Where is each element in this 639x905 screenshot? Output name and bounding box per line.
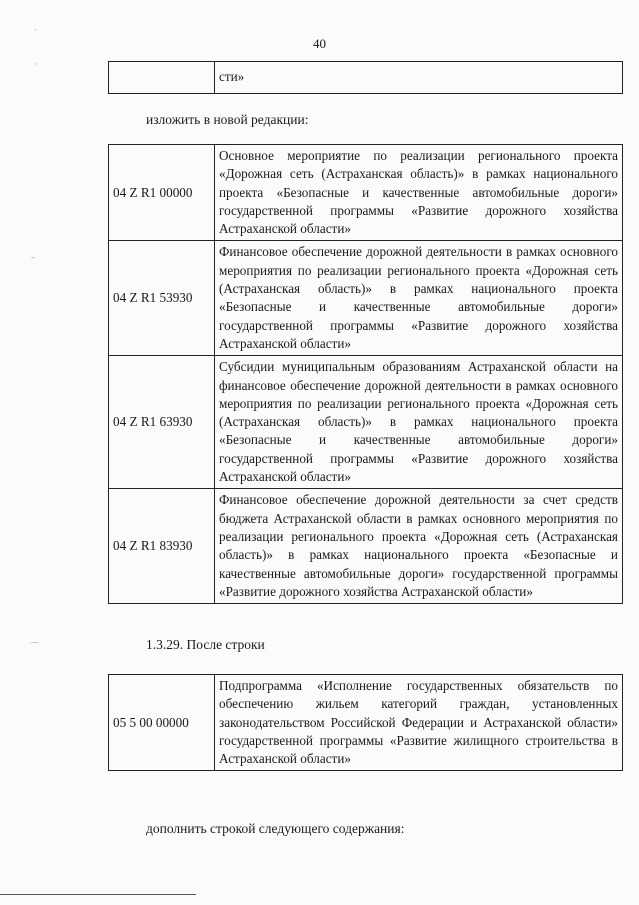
new-edition-table [108,144,623,604]
code-cell [109,62,215,94]
scan-margin-mark: ⌒ [30,643,40,653]
instruction-text-append: дополнить строкой следующего содержания: [146,821,405,836]
code-cell: 05 5 00 00000 [109,675,215,771]
after-row-table [108,674,623,771]
code-cell: 04 Z R1 83930 [109,489,215,604]
description-cell: Субсидии муниципальным образованиям Астраханской области на финансовое обеспечение дорожной деятельности в рамках основного мероприятия по реализации регионального проекта «Дорожная сеть (Астраханская область)» в рамках национального проекта «Безопасные и качественные автомобильные дороги» государственной программы «Развитие дорожного хозяйства Астраханской области» [215,356,623,489]
footer-rule [0,894,196,895]
instruction-text-replace: изложить в новой редакции: [146,112,309,127]
scan-margin-mark: – [31,253,36,263]
code-cell: 04 Z R1 00000 [109,145,215,241]
table-row [109,145,623,241]
table-row [109,675,623,771]
description-cell: сти» [215,62,623,94]
table-row [109,241,623,356]
instruction-text-after-row: 1.3.29. После строки [146,637,265,652]
scan-margin-mark: · [34,60,37,70]
code-cell: 04 Z R1 53930 [109,241,215,356]
table-row [109,62,623,94]
code-cell: 04 Z R1 63930 [109,356,215,489]
page-number: 40 [313,36,326,51]
description-cell: Финансовое обеспечение дорожной деятельности за счет средств бюджета Астраханской области в рамках основного мероприятия по реализации регионального проекта «Дорожная сеть (Астраханская область)» в рамках национального проекта «Безопасные и качественные автомобильные дороги» государственной программы «Развитие дорожного хозяйства Астраханской области» [215,489,623,604]
top-table-fragment [108,61,623,94]
description-cell: Основное мероприятие по реализации регионального проекта «Дорожная сеть (Астраханская область)» в рамках национального проекта «Безопасные и качественные автомобильные дороги» государственной программы «Развитие дорожного хозяйства Астраханской области» [215,145,623,241]
scan-margin-mark: · [34,26,37,36]
description-cell: Подпрограмма «Исполнение государственных обязательств по обеспечению жильем категорий граждан, установленных законодательством Российской Федерации и Астраханской области» государственной программы «Развитие жилищного строительства в Астраханской области» [215,675,623,771]
table-row [109,356,623,489]
table-row [109,489,623,604]
description-cell: Финансовое обеспечение дорожной деятельности в рамках основного мероприятия по реализации регионального проекта «Дорожная сеть (Астраханская область)» в рамках национального проекта «Безопасные и качественные автомобильные дороги» государственной программы «Развитие дорожного хозяйства Астраханской области» [215,241,623,356]
